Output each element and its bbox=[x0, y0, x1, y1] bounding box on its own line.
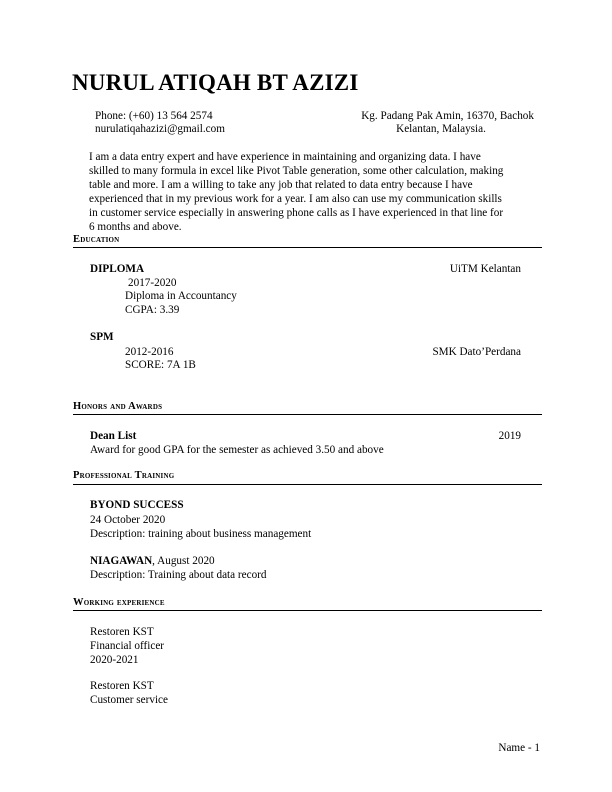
diploma-title: DIPLOMA bbox=[90, 263, 145, 275]
phone: Phone: (+60) 13 564 2574 bbox=[95, 110, 213, 122]
spm-years: 2012-2016 bbox=[125, 346, 174, 358]
training-2-description: Description: Training about data record bbox=[90, 569, 267, 581]
email: nurulatiqahazizi@gmail.com bbox=[95, 123, 225, 135]
job-2-role: Customer service bbox=[90, 694, 168, 706]
section-divider bbox=[73, 610, 542, 611]
summary-line: I am a data entry expert and have experience in maintaining and organizing data. I have bbox=[89, 151, 481, 163]
education-heading: Education bbox=[73, 234, 120, 245]
diploma-program: Diploma in Accountancy bbox=[125, 290, 237, 302]
spm-title: SPM bbox=[90, 331, 114, 343]
diploma-cgpa: CGPA: 3.39 bbox=[125, 304, 180, 316]
candidate-name: NURUL ATIQAH BT AZIZI bbox=[72, 70, 359, 95]
job-2-employer: Restoren KST bbox=[90, 680, 154, 692]
job-1-employer: Restoren KST bbox=[90, 626, 154, 638]
page-footer: Name - 1 bbox=[498, 742, 540, 754]
job-1-role: Financial officer bbox=[90, 640, 165, 652]
job-1-years: 2020-2021 bbox=[90, 654, 139, 666]
summary-line: in customer service especially in answering phone calls as I have experienced in that line for bbox=[89, 207, 504, 219]
diploma-years: 2017-2020 bbox=[128, 277, 177, 289]
address-line-1: Kg. Padang Pak Amin, 16370, Bachok bbox=[361, 110, 534, 122]
training-2-title: NIAGAWAN bbox=[90, 555, 153, 567]
work-heading: Working experience bbox=[73, 597, 165, 608]
honors-heading: Honors and Awards bbox=[73, 401, 163, 412]
summary-line: table and more. I am a willing to take any job that related to data entry because I have bbox=[89, 179, 473, 191]
award-description: Award for good GPA for the semester as achieved 3.50 and above bbox=[90, 444, 384, 456]
summary-paragraph bbox=[89, 150, 539, 234]
training-1-title: BYOND SUCCESS bbox=[90, 499, 184, 511]
diploma-institution: UiTM Kelantan bbox=[449, 263, 521, 275]
section-divider bbox=[73, 484, 542, 485]
award-title: Dean List bbox=[90, 430, 137, 442]
training-heading: Professional Training bbox=[73, 470, 175, 481]
summary-line: skilled to many formula in excel like Pivot Table generation, some other calculation, making bbox=[89, 165, 504, 177]
summary-line: experienced that in my previous work for a year. I am also can use my communication skills bbox=[89, 193, 502, 205]
address-line-2: Kelantan, Malaysia. bbox=[396, 123, 486, 135]
training-1-description: Description: training about business management bbox=[90, 528, 312, 540]
training-2-heading bbox=[90, 554, 215, 568]
spm-score: SCORE: 7A 1B bbox=[125, 359, 196, 371]
section-divider bbox=[73, 247, 542, 248]
training-2-date: , August 2020 bbox=[152, 555, 215, 567]
training-1-date: 24 October 2020 bbox=[90, 514, 166, 526]
spm-institution: SMK Dato’Perdana bbox=[432, 346, 521, 358]
summary-line: 6 months and above. bbox=[89, 221, 182, 233]
award-year: 2019 bbox=[498, 430, 521, 442]
section-divider bbox=[73, 414, 542, 415]
